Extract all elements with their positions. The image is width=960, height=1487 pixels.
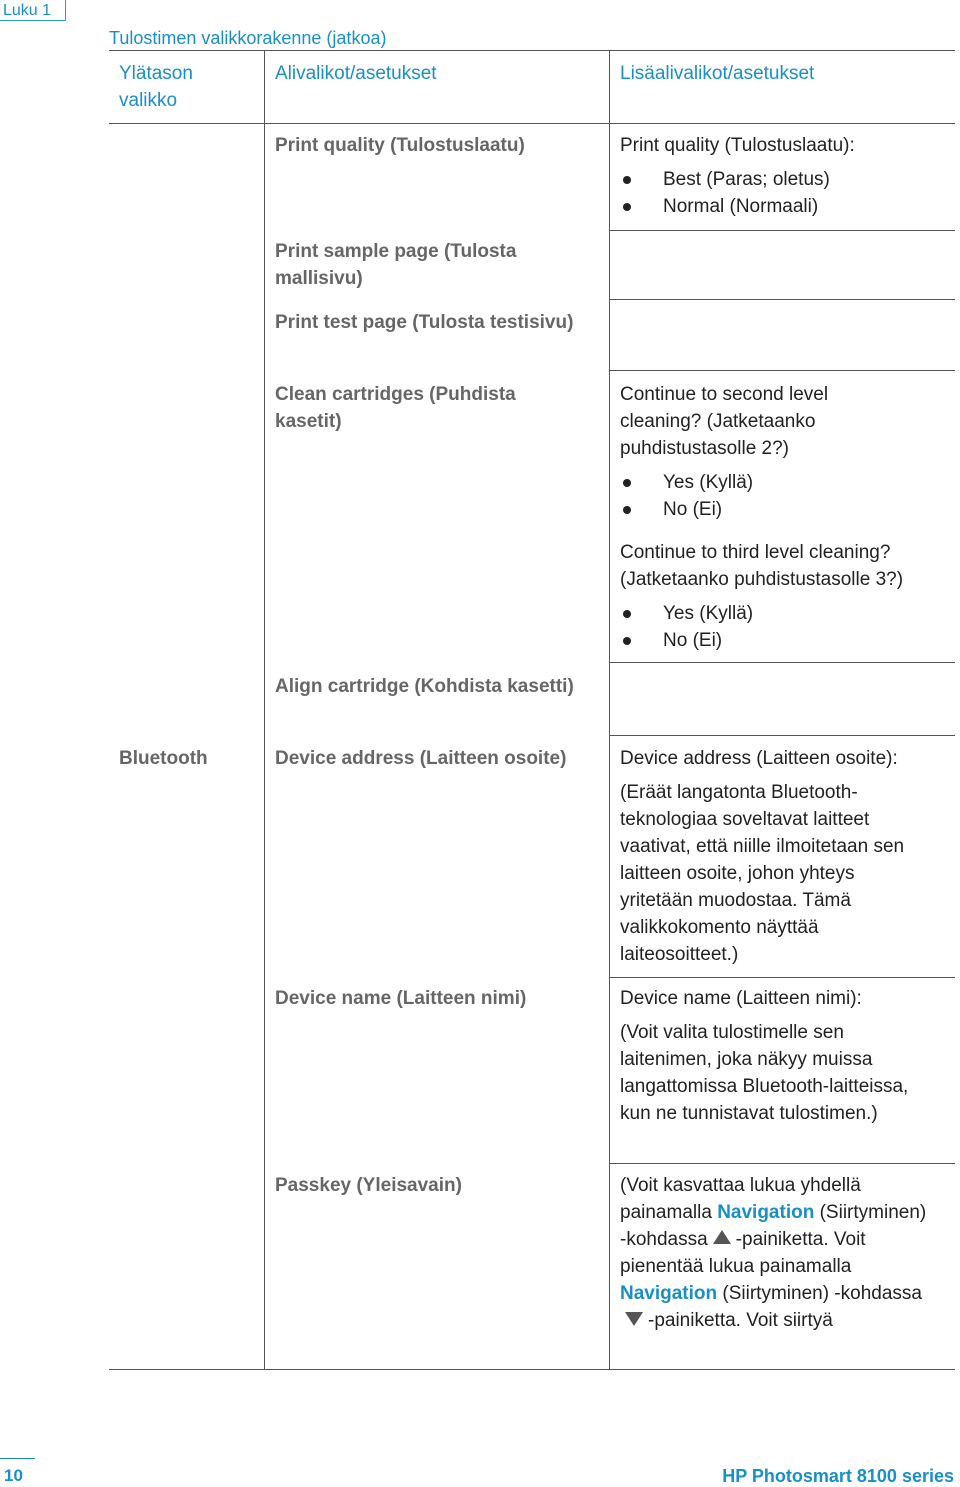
row-separator — [609, 735, 955, 736]
table-bottom-border — [109, 1369, 955, 1370]
list-item: Yes (Kyllä) — [620, 469, 950, 496]
list-item: No (Ei) — [620, 627, 950, 654]
device-name-info — [620, 985, 950, 1127]
device-name-desc: (Voit valita tulostimelle sen laitenimen, joka näkyy muissa langattomissa Bluetooth-laitteissa, kun ne tunnistavat tulostimen.) — [620, 1022, 909, 1124]
section-title: Tulostimen valikkorakenne (jatkoa) — [109, 28, 387, 48]
print-quality-lead: Print quality (Tulostuslaatu): — [620, 135, 855, 156]
header-top-menu: Ylätason valikko — [119, 63, 193, 111]
bullet-icon — [623, 637, 631, 645]
list-item: Normal (Normaali) — [620, 193, 950, 220]
bullet-icon — [623, 610, 631, 618]
device-address-lead: Device address (Laitteen osoite): — [620, 748, 898, 769]
row-separator — [609, 230, 955, 231]
submenu-device-address: Device address (Laitteen osoite) — [275, 748, 567, 769]
passkey-text-1: (Voit kasvattaa lukua yhdellä painamalla — [620, 1175, 861, 1223]
passkey-text-2: (Siirtyminen) -kohdassa — [620, 1202, 927, 1250]
product-name: HP Photosmart 8100 series — [722, 1466, 954, 1486]
row-separator — [609, 1163, 955, 1164]
clean-options — [620, 381, 950, 654]
row-separator — [609, 662, 955, 663]
navigation-keyword: Navigation — [620, 1283, 718, 1305]
column-divider-1 — [264, 51, 265, 1369]
chapter-label: Luku 1 — [0, 0, 66, 21]
submenu-align-cartridge: Align cartridge (Kohdista kasetti) — [275, 676, 574, 697]
device-address-info — [620, 745, 950, 968]
bullet-icon — [623, 176, 631, 184]
submenu-device-name: Device name (Laitteen nimi) — [275, 988, 527, 1009]
footer-rule — [0, 1458, 35, 1459]
passkey-text-5: -painiketta. Voit siirtyä — [648, 1310, 833, 1332]
list-item: Yes (Kyllä) — [620, 600, 950, 627]
triangle-down-icon — [624, 1308, 644, 1335]
navigation-keyword: Navigation — [717, 1202, 815, 1223]
submenu-passkey: Passkey (Yleisavain) — [275, 1175, 462, 1196]
submenu-test-page: Print test page (Tulosta testisivu) — [275, 312, 574, 333]
row-separator — [609, 299, 955, 300]
bullet-icon — [623, 479, 631, 487]
bullet-icon — [623, 203, 631, 211]
submenu-clean-cartridges: Clean cartridges (Puhdista kasetit) — [275, 384, 516, 432]
list-item: Best (Paras; oletus) — [620, 166, 950, 193]
clean-question-3: Continue to third level cleaning? (Jatketaanko puhdistustasolle 3?) — [620, 542, 904, 590]
header-extra-submenu: Lisäalivalikot/asetukset — [620, 63, 815, 84]
column-divider-2 — [609, 51, 610, 1369]
bullet-icon — [623, 506, 631, 514]
device-address-desc: (Eräät langatonta Bluetooth-teknologiaa soveltavat laitteet vaativat, että niille ilmoitetaan sen laitteen osoite, johon yhteys yritetään muodostaa. Tämä valikkokomento näyttää laiteosoitteet.) — [620, 782, 905, 965]
passkey-text-4: (Siirtyminen) -kohdassa — [722, 1283, 922, 1305]
top-menu-bluetooth: Bluetooth — [119, 748, 208, 769]
page-number: 10 — [4, 1466, 23, 1485]
header-bottom-border — [109, 123, 955, 124]
list-item: No (Ei) — [620, 496, 950, 523]
clean-question-2: Continue to second level cleaning? (Jatketaanko puhdistustasolle 2?) — [620, 384, 829, 459]
submenu-sample-page: Print sample page (Tulosta mallisivu) — [275, 241, 517, 289]
row-separator — [609, 370, 955, 371]
header-submenu: Alivalikot/asetukset — [275, 63, 437, 84]
print-quality-options — [620, 132, 950, 220]
submenu-print-quality: Print quality (Tulostuslaatu) — [275, 135, 525, 156]
passkey-desc — [620, 1172, 935, 1335]
triangle-up-icon — [712, 1226, 732, 1253]
device-name-lead: Device name (Laitteen nimi): — [620, 988, 862, 1009]
passkey-text-3: -painiketta. Voit pienentää lukua painamalla — [620, 1229, 866, 1278]
row-separator — [609, 977, 955, 978]
table-top-border — [109, 50, 955, 51]
